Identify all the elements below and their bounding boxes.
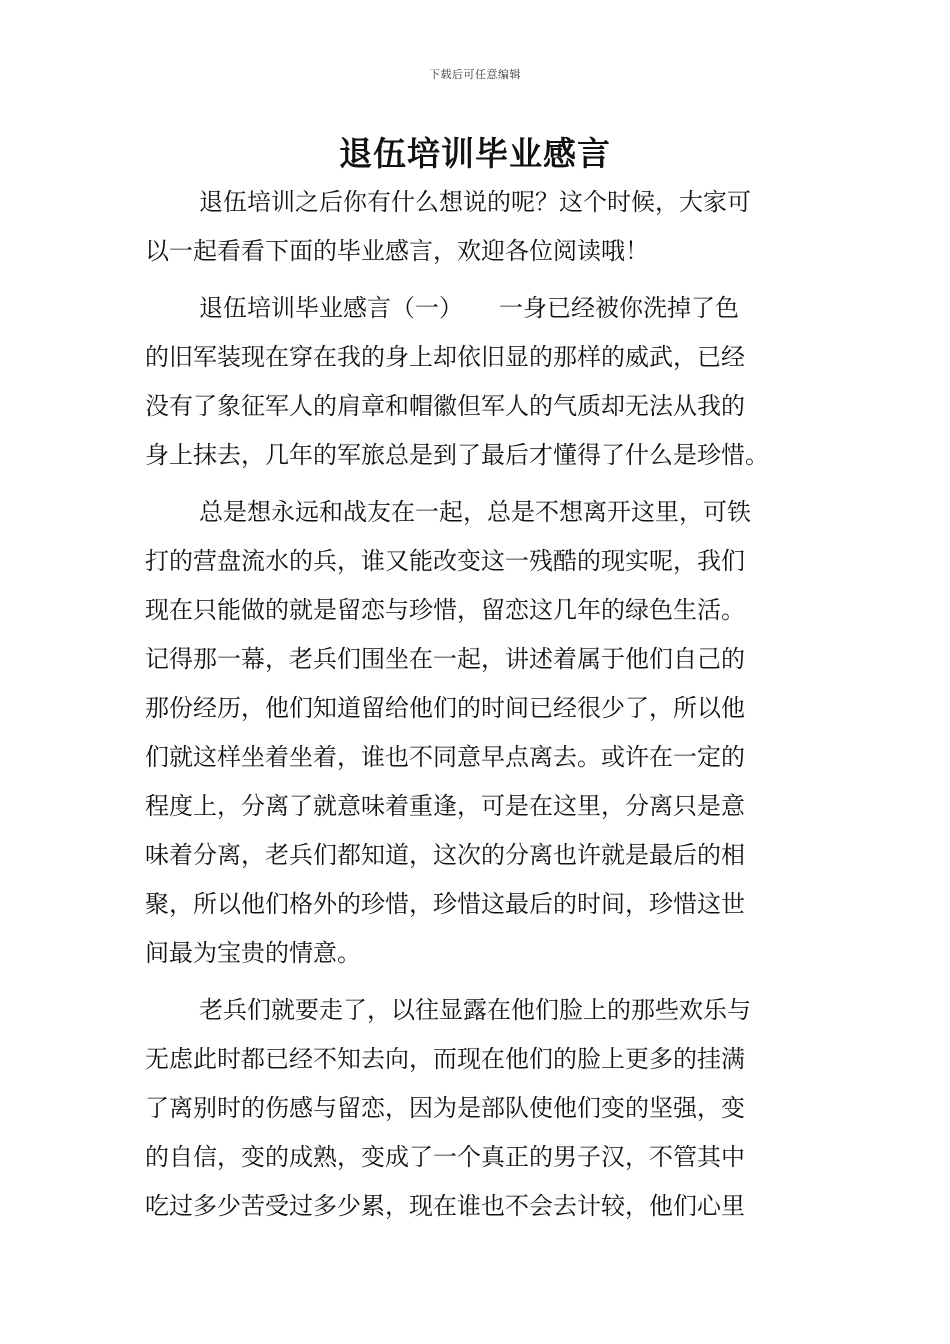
text-line: 没有了象征军人的肩章和帽徽但军人的气质却无法从我的 bbox=[145, 392, 745, 420]
text-line: 聚，所以他们格外的珍惜，珍惜这最后的时间，珍惜这世 bbox=[145, 890, 745, 918]
text-line: 无虑此时都已经不知去向，而现在他们的脸上更多的挂满 bbox=[145, 1045, 745, 1073]
text-line: 打的营盘流水的兵，谁又能改变这一残酷的现实呢，我们 bbox=[145, 547, 745, 575]
text-line: 了离别时的伤感与留恋，因为是部队使他们变的坚强，变 bbox=[145, 1094, 745, 1122]
text-line: 吃过多少苦受过多少累，现在谁也不会去计较，他们心里 bbox=[145, 1192, 745, 1220]
header-note: 下载后可任意编辑 bbox=[429, 68, 521, 81]
text-line: 的自信，变的成熟，变成了一个真正的男子汉，不管其中 bbox=[145, 1143, 745, 1171]
text-line: 程度上，分离了就意味着重逢，可是在这里，分离只是意 bbox=[145, 792, 745, 820]
text-line: 老兵们就要走了，以往显露在他们脸上的那些欢乐与 bbox=[199, 996, 751, 1024]
text-line: 退伍培训之后你有什么想说的呢？这个时候，大家可 bbox=[199, 188, 751, 216]
text-line: 退伍培训毕业感言（一） 一身已经被你洗掉了色 bbox=[199, 294, 739, 322]
text-line: 那份经历，他们知道留给他们的时间已经很少了，所以他 bbox=[145, 694, 745, 722]
text-line: 间最为宝贵的情意。 bbox=[145, 939, 361, 967]
text-line: 以一起看看下面的毕业感言，欢迎各位阅读哦！ bbox=[145, 237, 649, 265]
text-line: 现在只能做的就是留恋与珍惜，留恋这几年的绿色生活。 bbox=[145, 596, 745, 624]
text-line: 身上抹去，几年的军旅总是到了最后才懂得了什么是珍惜。 bbox=[145, 441, 769, 469]
text-line: 的旧军装现在穿在我的身上却依旧显的那样的威武，已经 bbox=[145, 343, 745, 371]
text-line: 们就这样坐着坐着，谁也不同意早点离去。或许在一定的 bbox=[145, 743, 745, 771]
document-title: 退伍培训毕业感言 bbox=[339, 134, 611, 173]
text-line: 记得那一幕，老兵们围坐在一起，讲述着属于他们自己的 bbox=[145, 645, 745, 673]
text-line: 味着分离，老兵们都知道，这次的分离也许就是最后的相 bbox=[145, 841, 745, 869]
text-line: 总是想永远和战友在一起，总是不想离开这里，可铁 bbox=[199, 498, 751, 526]
document-body bbox=[145, 178, 807, 1231]
